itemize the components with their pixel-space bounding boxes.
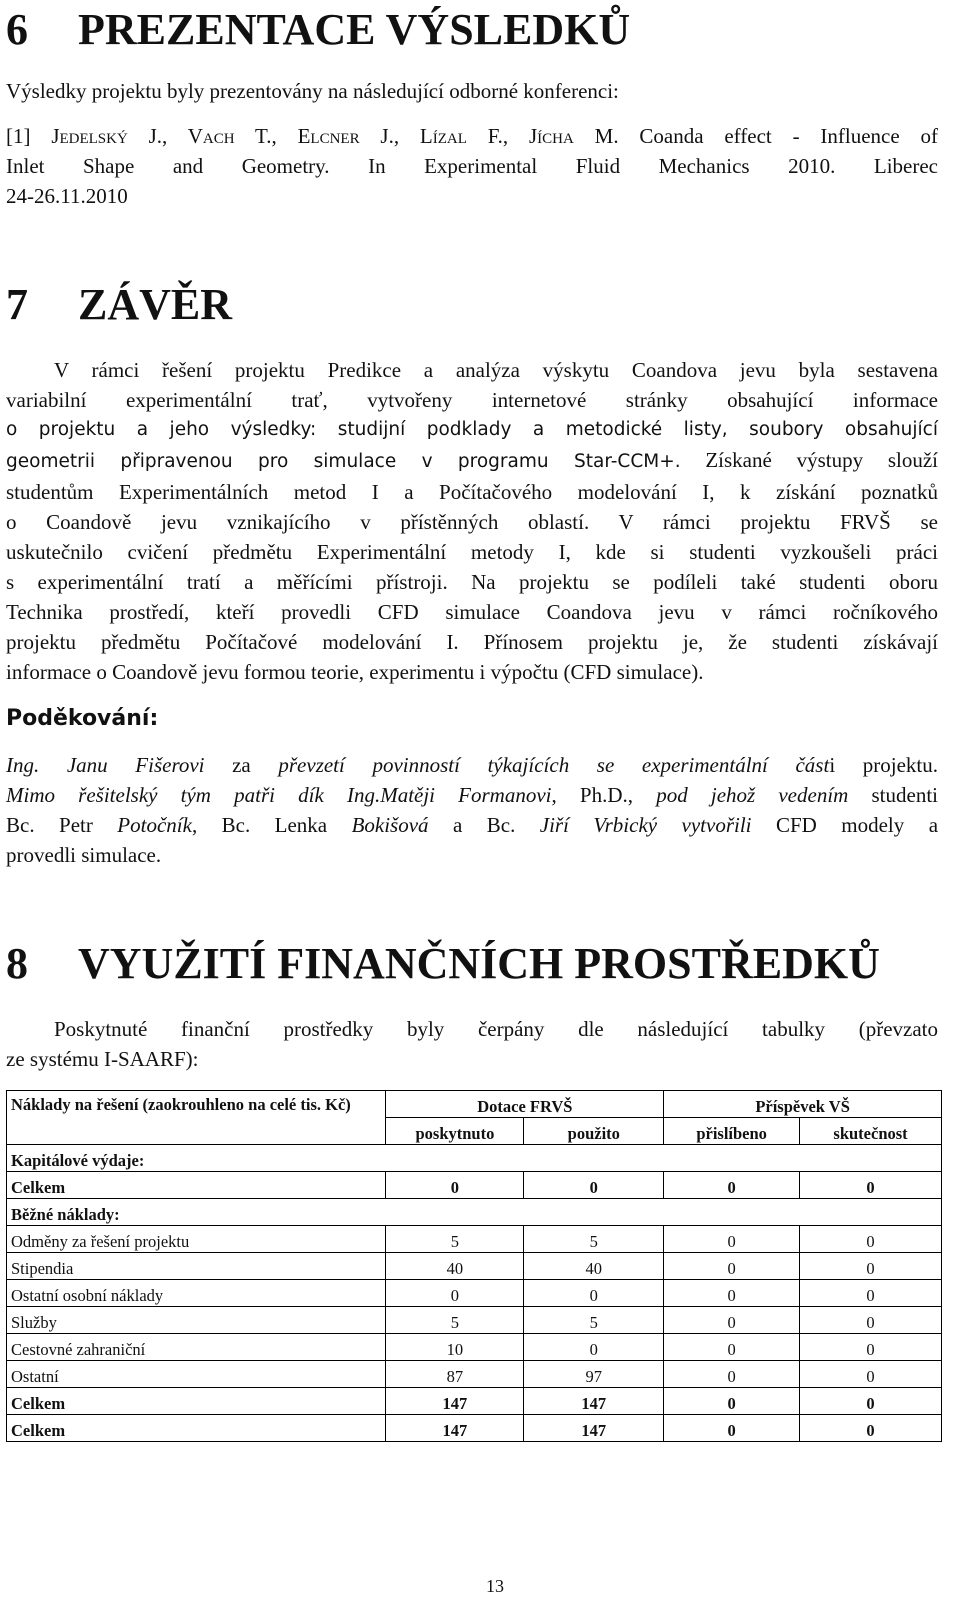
section-6-number: 6 [6, 5, 28, 54]
table-cell: 0 [800, 1280, 942, 1307]
table-cell: 97 [524, 1361, 664, 1388]
table-row [7, 1172, 942, 1199]
page-number: 13 [486, 1576, 504, 1596]
table-row-label: Cestovné zahraniční [7, 1334, 386, 1361]
section-6-intro: Výsledky projektu byly prezentovány na následující odborné konferenci: [6, 79, 619, 103]
table-cell: 0 [664, 1226, 800, 1253]
section-7-title: ZÁVĚR [78, 280, 233, 329]
table-total-row [7, 1388, 942, 1415]
reference-1 [6, 121, 938, 211]
table-row-label: Ostatní osobní náklady [7, 1280, 386, 1307]
conclusion-line: uskutečnilo cvičení předmětu Experimentální metody I, kde si studenti vyzkoušeli práci [6, 540, 938, 564]
budget-table [6, 1090, 942, 1442]
table-cell: 5 [386, 1307, 524, 1334]
table-cell: 147 [524, 1415, 664, 1442]
conclusion-line: s experimentální tratí a měřícími přístroji. Na projektu se podíleli také studenti oboru [6, 570, 938, 594]
section-6-title: PREZENTACE VÝSLEDKŮ [78, 5, 631, 54]
table-col-header: skutečnost [800, 1118, 942, 1145]
table-row-label: Celkem [7, 1415, 386, 1442]
section-8-heading [6, 939, 880, 988]
table-group-vs: Příspěvek VŠ [664, 1091, 942, 1118]
acknowledgements-paragraph: Ing. Janu Fišerovi za převzetí povinností týkajících se experimentální části projektu. Mimo řešitelský tým patři dík Ing.Matěji Formanovi, Ph.D., pod jehož vedením studenti Bc. Petr Potočník, Bc. Lenka Bokišová a Bc. Jiří Vrbický vytvořili CFD modely a provedli simulace. [6, 753, 939, 867]
table-cell: 0 [664, 1361, 800, 1388]
table-cell: 40 [524, 1253, 664, 1280]
table-cell: 40 [386, 1253, 524, 1280]
table-cell: 87 [386, 1361, 524, 1388]
table-section-capital: Kapitálové výdaje: [7, 1145, 942, 1172]
reference-line-2: Inlet Shape and Geometry. In Experimental Fluid Mechanics 2010. Liberec [6, 154, 938, 178]
conclusion-line: studentům Experimentálních metod I a Počítačového modelování I, k získání poznatků [6, 480, 938, 504]
table-cell: 0 [664, 1388, 800, 1415]
table-cell: 0 [386, 1280, 524, 1307]
table-row-label: Odměny za řešení projektu [7, 1226, 386, 1253]
conclusion-line: Získané výstupy slouží [680, 448, 938, 472]
conclusion-line: V rámci řešení projektu Predikce a analýza výskytu Coandova jevu byla sestavena [54, 358, 938, 382]
table-row [7, 1226, 942, 1253]
table-cell: 0 [664, 1334, 800, 1361]
table-section-running: Běžné náklady: [7, 1199, 942, 1226]
table-total-row [7, 1415, 942, 1442]
table-cell: 0 [800, 1361, 942, 1388]
table-cell: 0 [386, 1172, 524, 1199]
table-cell: 0 [664, 1307, 800, 1334]
table-cell: 0 [800, 1307, 942, 1334]
table-cell: 0 [664, 1415, 800, 1442]
table-cell: 0 [664, 1253, 800, 1280]
reference-title: Coanda effect - Influence of [618, 124, 938, 148]
table-row-label: Stipendia [7, 1253, 386, 1280]
table-row-label: Služby [7, 1307, 386, 1334]
conclusion-line: o Coandově jevu vznikajícího v přístěnných oblastí. V rámci projektu FRVŠ se [6, 510, 938, 534]
table-row [7, 1307, 942, 1334]
conclusion-line: projektu předmětu Počítačové modelování I. Přínosem projektu je, že studenti získávají [6, 630, 938, 654]
table-cell: 147 [386, 1415, 524, 1442]
reference-authors: Jedelský J., Vach T., Elcner J., Lízal F., Jícha M. [51, 124, 619, 148]
section-8-title: VYUŽITÍ FINANČNÍCH PROSTŘEDKŮ [78, 939, 880, 988]
table-row [7, 1253, 942, 1280]
table-section-row [7, 1145, 942, 1172]
table-col-header: použito [524, 1118, 664, 1145]
conclusion-paragraph [6, 355, 938, 687]
table-section-row [7, 1199, 942, 1226]
section-7-heading [6, 280, 233, 329]
table-header-row [7, 1091, 942, 1118]
table-group-frvs: Dotace FRVŠ [386, 1091, 664, 1118]
table-cell: 0 [524, 1172, 664, 1199]
table-cell: 5 [386, 1226, 524, 1253]
table-cell: 0 [800, 1415, 942, 1442]
conclusion-line: variabilní experimentální trať, vytvořeny internetové stránky obsahující informace [6, 388, 938, 412]
table-row [7, 1280, 942, 1307]
table-col-header: přislíbeno [664, 1118, 800, 1145]
table-header-label: Náklady na řešení (zaokrouhleno na celé tis. Kč) [7, 1091, 386, 1145]
table-row-label: Celkem [7, 1388, 386, 1415]
table-cell: 0 [664, 1280, 800, 1307]
table-cell: 10 [386, 1334, 524, 1361]
table-row [7, 1334, 942, 1361]
conclusion-line: o projektu a jeho výsledky: studijní podklady a metodické listy, soubory obsahující [6, 419, 938, 440]
section-8-number: 8 [6, 939, 28, 988]
table-cell: 147 [524, 1388, 664, 1415]
reference-label: [1] [6, 124, 52, 148]
table-cell: 0 [524, 1280, 664, 1307]
acknowledgements-heading: Poděkování: [6, 706, 159, 731]
table-cell: 0 [800, 1253, 942, 1280]
table-cell: 0 [664, 1172, 800, 1199]
section-8-intro: Poskytnuté finanční prostředky byly čerpány dle následující tabulky (převzato ze systému I-SAARF): [6, 1017, 938, 1071]
conclusion-line: informace o Coandově jevu formou teorie, experimentu i výpočtu (CFD simulace). [6, 660, 704, 684]
conclusion-line: Technika prostředí, kteří provedli CFD simulace Coandova jevu v rámci ročníkového [6, 600, 938, 624]
table-cell: 147 [386, 1388, 524, 1415]
conclusion-line: geometrii připravenou pro simulace v programu Star-CCM+. [6, 451, 681, 472]
table-cell: 0 [800, 1226, 942, 1253]
reference-date: 24-26.11.2010 [6, 184, 128, 208]
table-cell: 0 [800, 1388, 942, 1415]
table-cell: 5 [524, 1307, 664, 1334]
table-cell: 0 [524, 1334, 664, 1361]
table-row-label: Ostatní [7, 1361, 386, 1388]
section-7-number: 7 [6, 280, 28, 329]
table-cell: 5 [524, 1226, 664, 1253]
table-cell: 0 [800, 1172, 942, 1199]
table-row [7, 1361, 942, 1388]
table-col-header: poskytnuto [386, 1118, 524, 1145]
section-6-heading [6, 5, 631, 54]
table-cell: 0 [800, 1334, 942, 1361]
table-row-label: Celkem [7, 1172, 386, 1199]
